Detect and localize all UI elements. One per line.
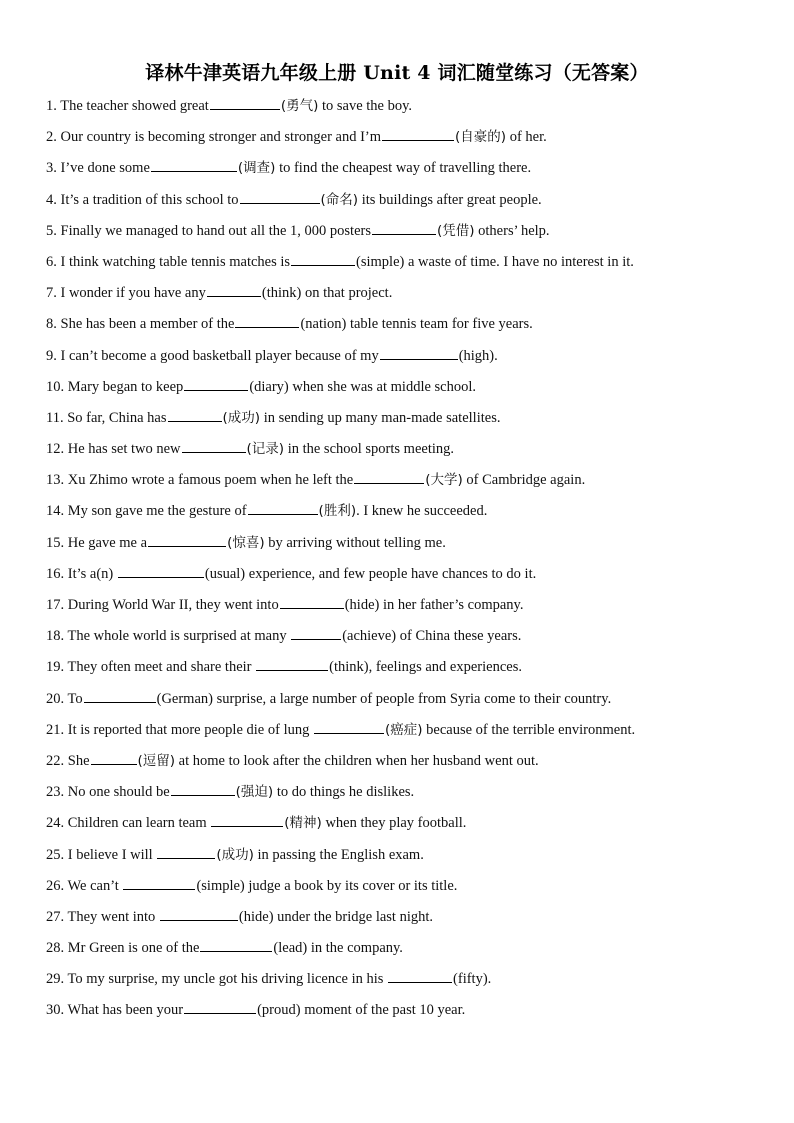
answer-blank[interactable] (210, 94, 280, 110)
item-text-after: in sending up many man-made satellites. (260, 409, 501, 426)
item-text-before: She has been a member of the (60, 316, 235, 333)
word-hint: (diary) (249, 378, 289, 395)
answer-blank[interactable] (291, 250, 355, 266)
item-text-before: Xu Zhimo wrote a famous poem when he left the (67, 472, 354, 489)
item-text-after: of Cambridge again. (462, 472, 586, 489)
word-hint: (成功) (216, 846, 254, 863)
exercise-item (46, 406, 746, 437)
exercise-item (46, 531, 746, 562)
item-number: 15. (46, 534, 65, 551)
answer-blank[interactable] (168, 406, 222, 422)
item-number: 14. (46, 503, 65, 520)
item-text-before: To (67, 690, 83, 707)
item-text-after: of China these years. (396, 628, 522, 645)
item-text-before: No one should be (67, 784, 170, 801)
answer-blank[interactable] (280, 593, 344, 609)
item-text-after: in the school sports meeting. (284, 441, 455, 458)
word-hint: (usual) (204, 565, 246, 582)
item-text-after: by arriving without telling me. (264, 534, 446, 551)
exercise-item (46, 94, 746, 125)
exercise-item (46, 718, 746, 749)
exercise-item (46, 655, 746, 686)
item-text-before: We can’t (67, 877, 123, 894)
answer-blank[interactable] (184, 998, 256, 1014)
answer-blank[interactable] (240, 188, 320, 204)
item-number: 28. (46, 940, 65, 957)
item-number: 27. (46, 908, 65, 925)
item-text-before: It’s a(n) (67, 565, 117, 582)
item-number: 6. (46, 253, 57, 270)
word-hint: (癌症) (384, 721, 423, 738)
item-text-after: to do things he dislikes. (273, 784, 415, 801)
word-hint: (proud) (257, 1002, 301, 1019)
item-number: 24. (46, 815, 65, 832)
item-text-before: I wonder if you have any (60, 285, 206, 302)
word-hint: (simple) (356, 253, 405, 270)
item-text-before: It is reported that more people die of lung (67, 721, 313, 738)
exercise-item (46, 499, 746, 530)
exercise-item (46, 468, 746, 499)
item-text-after: in passing the English exam. (253, 846, 424, 863)
item-text-before: So far, China has (67, 409, 167, 426)
item-text-before: I can’t become a good basketball player because of my (60, 347, 379, 364)
answer-blank[interactable] (291, 624, 341, 640)
answer-blank[interactable] (151, 156, 237, 172)
item-number: 17. (46, 597, 65, 613)
answer-blank[interactable] (256, 655, 328, 671)
item-number: 1. (46, 98, 57, 114)
word-hint: (nation) (300, 316, 347, 333)
answer-blank[interactable] (372, 219, 436, 235)
item-text-after: others’ help. (474, 222, 550, 239)
item-text-after: feelings and experiences. (372, 659, 522, 676)
item-text-before: Finally we managed to hand out all the 1, 000 posters (60, 222, 371, 239)
exercise-item (46, 998, 746, 1029)
word-hint: (命名) (320, 191, 359, 208)
answer-blank[interactable] (160, 905, 238, 921)
exercise-item (46, 967, 746, 998)
exercise-item (46, 188, 746, 219)
item-text-after: its buildings after great people. (358, 191, 542, 208)
item-number: 16. (46, 565, 65, 582)
item-number: 10. (46, 378, 65, 395)
item-number: 3. (46, 160, 57, 177)
item-number: 8. (46, 316, 57, 333)
answer-blank[interactable] (211, 811, 283, 827)
exercise-item (46, 593, 746, 624)
exercise-item (46, 811, 746, 842)
item-number: 26. (46, 877, 65, 894)
exercise-item (46, 250, 746, 281)
item-text-after: moment of the past 10 year. (300, 1002, 466, 1019)
answer-blank[interactable] (184, 375, 248, 391)
item-text-after: to find the cheapest way of travelling there. (275, 160, 532, 177)
answer-blank[interactable] (314, 718, 384, 734)
answer-blank[interactable] (84, 687, 156, 703)
item-number: 23. (46, 784, 65, 801)
answer-blank[interactable] (382, 125, 454, 141)
word-hint: (high). (458, 347, 498, 364)
item-number: 9. (46, 347, 57, 364)
item-text-after: in her father’s company. (379, 597, 524, 613)
item-text-after: because of the terrible environment. (422, 721, 636, 738)
answer-blank[interactable] (171, 780, 235, 796)
item-number: 29. (46, 971, 65, 988)
exercise-list (46, 94, 746, 1030)
item-number: 20. (46, 690, 65, 707)
item-number: 25. (46, 846, 65, 863)
item-number: 30. (46, 1002, 65, 1019)
word-hint: (fifty). (453, 971, 492, 988)
exercise-item (46, 624, 746, 655)
item-text-before: I believe I will (67, 846, 157, 863)
answer-blank[interactable] (388, 967, 452, 983)
item-text-after: table tennis team for five years. (346, 316, 533, 333)
word-hint: (凭借) (436, 222, 475, 239)
exercise-item (46, 687, 746, 718)
word-hint: (think), (329, 659, 373, 676)
item-text-before: What has been your (67, 1002, 184, 1019)
item-text-before: I’ve done some (60, 160, 150, 177)
word-hint: (强迫) (235, 784, 274, 801)
page-title: 译林牛津英语九年级上册 Unit 4 词汇随堂练习（无答案） (145, 62, 649, 84)
exercise-item (46, 219, 746, 250)
word-hint: (lead) (273, 940, 308, 957)
item-text-after: in the company. (307, 940, 403, 957)
word-hint: (hide) (344, 597, 380, 613)
item-text-before: To my surprise, my uncle got his driving licence in his (67, 971, 388, 988)
item-number: 2. (46, 129, 57, 146)
item-text-after: of her. (506, 129, 547, 146)
answer-blank[interactable] (380, 344, 458, 360)
exercise-item (46, 749, 746, 780)
exercise-item (46, 281, 746, 312)
answer-blank[interactable] (148, 531, 226, 547)
item-text-before: Mary began to keep (67, 378, 184, 395)
word-hint: (逗留) (137, 752, 176, 769)
word-hint: (调查) (237, 160, 276, 177)
answer-blank[interactable] (118, 562, 204, 578)
item-text-after: at home to look after the children when her husband went out. (175, 752, 539, 769)
exercise-item (46, 156, 746, 187)
word-hint: (achieve) (342, 628, 397, 645)
answer-blank[interactable] (354, 468, 424, 484)
item-text-before: It’s a tradition of this school to (60, 191, 239, 208)
item-text-before: He gave me a (67, 534, 148, 551)
item-text-after: to save the boy. (318, 98, 413, 114)
item-text-after: judge a book by its cover or its title. (244, 877, 458, 894)
answer-blank[interactable] (207, 281, 261, 297)
item-number: 19. (46, 659, 65, 676)
item-text-after: when she was at middle school. (288, 378, 477, 395)
answer-blank[interactable] (157, 843, 215, 859)
exercise-item (46, 312, 746, 343)
item-number: 22. (46, 752, 65, 769)
word-hint: (勇气) (280, 98, 319, 114)
answer-blank[interactable] (123, 874, 195, 890)
exercise-item (46, 375, 746, 406)
word-hint: (大学) (425, 472, 463, 489)
item-text-before: My son gave me the gesture of (67, 503, 247, 520)
word-hint: (自豪的) (455, 129, 507, 146)
item-text-before: She (67, 752, 90, 769)
item-text-before: He has set two new (67, 441, 181, 458)
item-text-before: Mr Green is one of the (67, 940, 200, 957)
exercise-item (46, 780, 746, 811)
exercise-item (46, 905, 746, 936)
item-text-before: The whole world is surprised at many (67, 628, 291, 645)
item-number: 7. (46, 285, 57, 302)
item-text-before: Children can learn team (67, 815, 211, 832)
answer-blank[interactable] (91, 749, 137, 765)
item-number: 21. (46, 721, 65, 738)
item-text-before: Our country is becoming stronger and stronger and I’m (60, 129, 382, 146)
word-hint: (think) (261, 285, 302, 302)
word-hint: (惊喜) (227, 534, 265, 551)
exercise-item (46, 874, 746, 905)
item-text-before: They often meet and share their (67, 659, 256, 676)
item-number: 4. (46, 191, 57, 208)
item-text-after: experience, and few people have chances to do it. (245, 565, 537, 582)
item-number: 5. (46, 222, 57, 239)
item-text-after: when they play football. (321, 815, 467, 832)
item-text-before: They went into (67, 908, 159, 925)
exercise-item (46, 125, 746, 156)
answer-blank[interactable] (235, 312, 299, 328)
word-hint: (German) (156, 690, 213, 707)
word-hint: (hide) (238, 908, 274, 925)
exercise-item (46, 437, 746, 468)
answer-blank[interactable] (182, 437, 246, 453)
item-text-after: . I knew he succeeded. (356, 503, 488, 520)
word-hint: (记录) (246, 441, 285, 458)
exercise-item (46, 562, 746, 593)
item-text-before: The teacher showed great (60, 98, 209, 114)
item-number: 12. (46, 441, 65, 458)
item-number: 13. (46, 472, 65, 489)
word-hint: (胜利) (318, 503, 357, 520)
word-hint: (成功) (222, 409, 261, 426)
answer-blank[interactable] (248, 499, 318, 515)
word-hint: (simple) (196, 877, 245, 894)
item-text-before: During World War II, they went into (67, 597, 279, 613)
item-text-after: on that project. (301, 285, 393, 302)
exercise-item (46, 843, 746, 874)
item-text-after: a waste of time. I have no interest in it. (404, 253, 634, 270)
exercise-item (46, 344, 746, 375)
item-text-before: I think watching table tennis matches is (60, 253, 291, 270)
item-number: 18. (46, 628, 65, 645)
item-text-after: surprise, a large number of people from Syria come to their country. (212, 690, 612, 707)
item-number: 11. (46, 409, 64, 426)
answer-blank[interactable] (200, 936, 272, 952)
item-text-after: under the bridge last night. (273, 908, 434, 925)
word-hint: (精神) (284, 815, 322, 832)
exercise-item (46, 936, 746, 967)
